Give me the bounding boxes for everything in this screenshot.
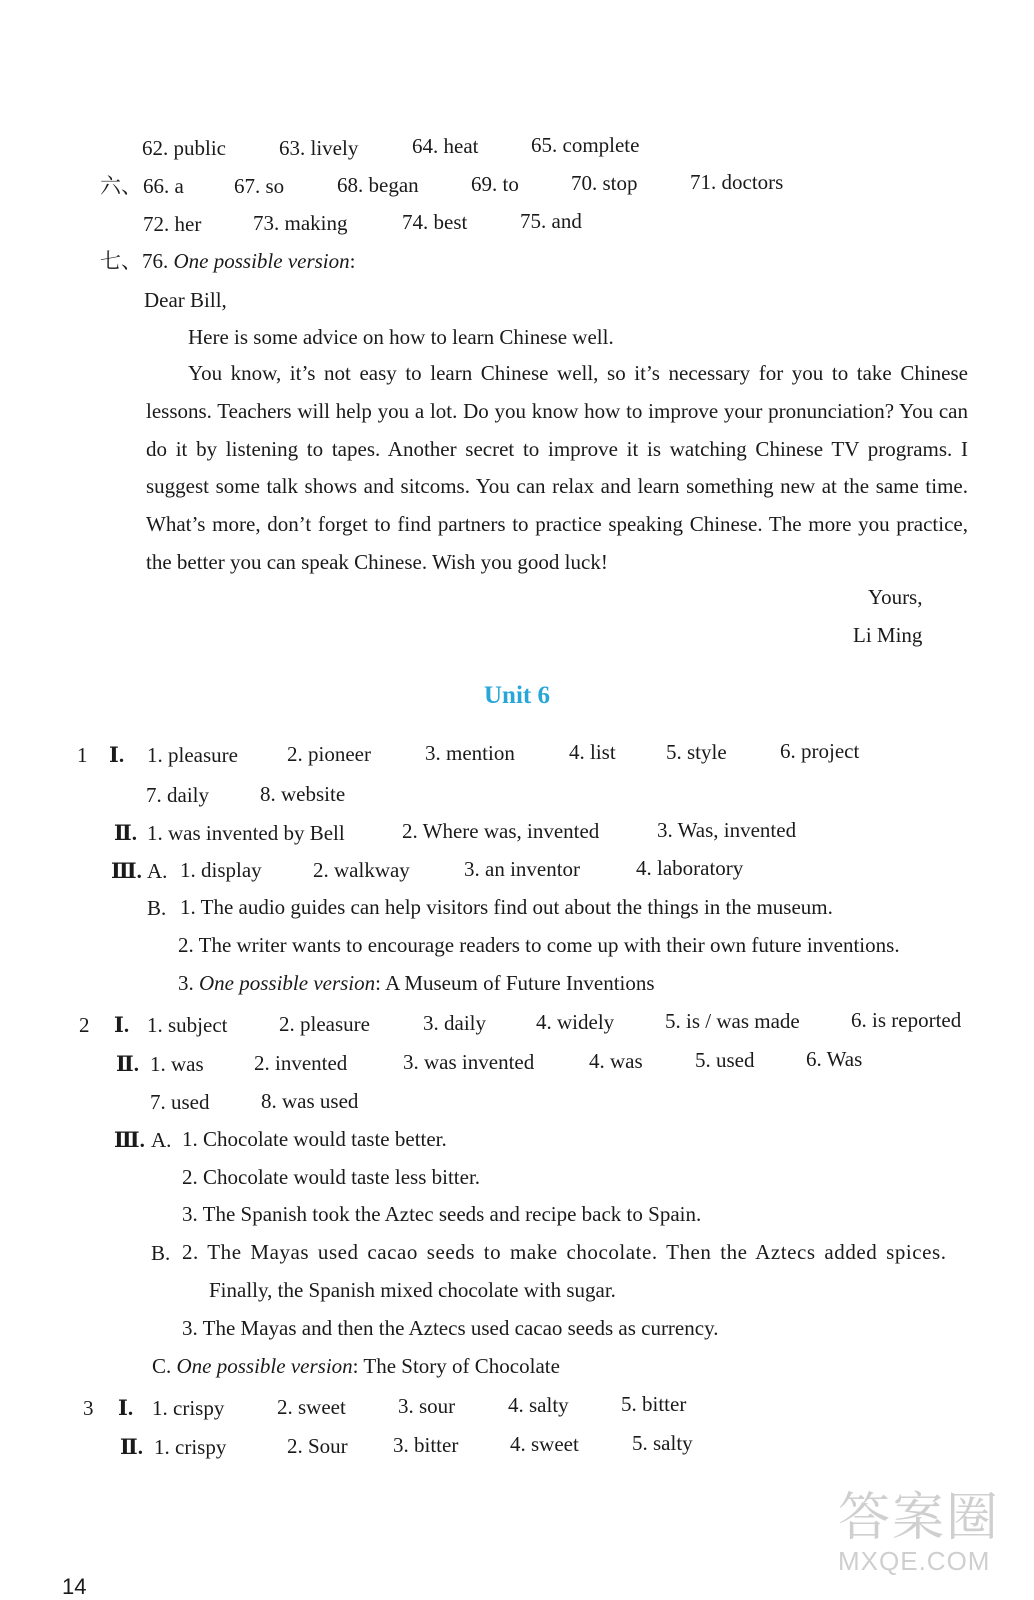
section-6-label: 六、 xyxy=(100,174,142,198)
u3-II-answer-1: 1. crispy xyxy=(154,1435,227,1459)
u3-I-answer-2: 2. sweet xyxy=(277,1395,346,1419)
u3-II-answer-4: 4. sweet xyxy=(510,1432,579,1456)
watermark-url: MXQE.COM xyxy=(838,1546,991,1576)
answer-66: 66. a xyxy=(143,174,184,198)
u1-I-answer-6: 6. project xyxy=(780,739,860,763)
u3-I-answer-5: 5. bitter xyxy=(621,1392,687,1416)
u2-II-answer-3: 3. was invented xyxy=(403,1050,535,1074)
watermark xyxy=(838,1490,1000,1577)
u2-I-answer-5: 5. is / was made xyxy=(665,1009,800,1033)
u1-I-answer-8: 8. website xyxy=(260,782,346,806)
u1-III-A-answer-4: 4. laboratory xyxy=(636,856,744,880)
u1-II-answer-1: 1. was invented by Bell xyxy=(147,821,345,845)
letter-paragraph-2 xyxy=(146,355,968,582)
u2-II-answer-6: 6. Was xyxy=(806,1047,863,1071)
u2-number: 2 xyxy=(79,1013,90,1037)
u2-I-answer-2: 2. pleasure xyxy=(279,1012,370,1036)
u2-I-answer-6: 6. is reported xyxy=(851,1008,962,1032)
answer-65: 65. complete xyxy=(531,133,640,157)
u2-III-A-answer-1: 1. Chocolate would taste better. xyxy=(182,1127,447,1151)
answer-64: 64. heat xyxy=(412,134,479,158)
u2-I-answer-1: 1. subject xyxy=(147,1013,228,1037)
u3-I-answer-3: 3. sour xyxy=(398,1394,456,1418)
u1-II-answer-3: 3. Was, invented xyxy=(657,818,797,842)
u1-III-A-answer-1: 1. display xyxy=(180,858,262,882)
answer-67: 67. so xyxy=(234,174,285,198)
answer-72: 72. her xyxy=(143,212,202,236)
u3-II-answer-3: 3. bitter xyxy=(393,1433,459,1457)
u1-I-answer-3: 3. mention xyxy=(425,741,515,765)
letter-paragraph-1: Here is some advice on how to learn Chinese well. xyxy=(188,325,614,349)
unit-title: Unit 6 xyxy=(484,682,550,709)
u2-III-C-italic: One possible version xyxy=(176,1354,353,1378)
u2-II-answer-5: 5. used xyxy=(695,1048,755,1072)
u1-III-B-label: B. xyxy=(147,896,167,920)
letter-salutation: Dear Bill, xyxy=(144,288,227,312)
u1-III-A-answer-2: 2. walkway xyxy=(313,858,410,882)
watermark-logo-text: 答案圈 xyxy=(838,1489,1001,1547)
u3-number: 3 xyxy=(83,1396,94,1420)
u2-II-answer-2: 2. invented xyxy=(254,1051,348,1075)
section-7-line xyxy=(100,249,356,273)
page-number: 14 xyxy=(62,1574,87,1599)
u2-III-B-label: B. xyxy=(151,1241,171,1265)
q76-colon: : xyxy=(349,249,356,273)
u2-III-label: Ⅲ. xyxy=(114,1128,145,1152)
u2-II-label: Ⅱ. xyxy=(116,1052,139,1076)
q76-label: One possible version xyxy=(173,249,350,273)
u2-I-answer-4: 4. widely xyxy=(536,1010,615,1034)
answer-62: 62. public xyxy=(142,136,226,160)
u3-II-label: Ⅱ. xyxy=(120,1435,143,1459)
u1-III-A-answer-3: 3. an inventor xyxy=(464,857,581,881)
answer-74: 74. best xyxy=(402,210,468,234)
u2-II-answer-7: 7. used xyxy=(150,1090,210,1114)
answer-70: 70. stop xyxy=(571,171,638,195)
u2-II-answer-1: 1. was xyxy=(150,1052,204,1076)
u1-III-B3-text: : A Museum of Future Inventions xyxy=(375,971,655,995)
u1-II-label: Ⅱ. xyxy=(114,821,137,845)
u3-I-answer-1: 1. crispy xyxy=(152,1396,225,1420)
answer-73: 73. making xyxy=(253,211,348,235)
u1-III-A-label: A. xyxy=(147,859,168,883)
answer-63: 63. lively xyxy=(279,136,359,160)
u3-I-answer-4: 4. salty xyxy=(508,1393,569,1417)
u2-III-C-line xyxy=(152,1354,560,1378)
u2-III-B-answer-2-cont: Finally, the Spanish mixed chocolate with sugar. xyxy=(209,1278,616,1302)
u1-I-answer-2: 2. pioneer xyxy=(287,742,371,766)
u2-III-A-answer-2: 2. Chocolate would taste less bitter. xyxy=(182,1165,481,1189)
u2-III-B-answer-3: 3. The Mayas and then the Aztecs used cacao seeds as currency. xyxy=(182,1316,719,1340)
u3-II-answer-5: 5. salty xyxy=(632,1431,693,1455)
letter-closing: Yours, xyxy=(868,585,923,609)
u1-I-answer-5: 5. style xyxy=(666,740,727,764)
u1-III-B-answer-1: 1. The audio guides can help visitors find out about the things in the museum. xyxy=(180,895,833,919)
u1-III-label: Ⅲ. xyxy=(111,859,142,883)
u2-II-answer-4: 4. was xyxy=(589,1049,643,1073)
q76-number: 76. xyxy=(142,249,169,273)
u2-III-A-answer-3: 3. The Spanish took the Aztec seeds and recipe back to Spain. xyxy=(182,1202,702,1226)
u1-III-B-answer-2: 2. The writer wants to encourage readers to come up with their own future inventions. xyxy=(178,933,900,957)
answer-68: 68. began xyxy=(337,173,419,197)
answer-69: 69. to xyxy=(471,172,519,196)
section-7-label: 七、 xyxy=(100,249,142,273)
u1-I-answer-4: 4. list xyxy=(569,740,616,764)
u1-II-answer-2: 2. Where was, invented xyxy=(402,819,600,843)
u2-III-B-answer-2: 2. The Mayas used cacao seeds to make chocolate. Then the Aztecs added spices. xyxy=(182,1240,947,1264)
u3-II-answer-2: 2. Sour xyxy=(287,1434,348,1458)
u1-I-answer-1: 1. pleasure xyxy=(147,743,238,767)
u3-I-label: Ⅰ. xyxy=(118,1396,134,1420)
u1-III-B3-label: One possible version xyxy=(199,971,376,995)
u2-III-C-text: : The Story of Chocolate xyxy=(352,1354,560,1378)
u2-I-answer-3: 3. daily xyxy=(423,1011,486,1035)
u1-III-B-answer-3 xyxy=(178,971,655,995)
u2-I-label: Ⅰ. xyxy=(114,1013,130,1037)
answer-71: 71. doctors xyxy=(690,170,784,194)
u2-III-A-label: A. xyxy=(151,1128,172,1152)
u1-I-label: Ⅰ. xyxy=(109,743,125,767)
u1-III-B3-number: 3. xyxy=(178,971,194,995)
letter-paragraph-2-text: You know, it’s not easy to learn Chinese well, so it’s necessary for you to take Chinese lessons. Teachers will help you a lot. Do you know how to improve your pronunciation? You can do it by listening to tapes. Another secret to improve it is watching Chinese TV programs. I suggest some talk shows and sitcoms. You can relax and learn something new at the same time. What’s more, don’t forget to find partners to practice speaking Chinese. The more you practice, the better you can speak Chinese. Wish you good luck! xyxy=(146,361,968,574)
u2-III-C-label: C. xyxy=(152,1354,172,1378)
u1-I-answer-7: 7. daily xyxy=(146,783,209,807)
letter-signature: Li Ming xyxy=(853,623,923,647)
u1-number: 1 xyxy=(77,743,88,767)
answer-75: 75. and xyxy=(520,209,582,233)
u2-II-answer-8: 8. was used xyxy=(261,1089,359,1113)
